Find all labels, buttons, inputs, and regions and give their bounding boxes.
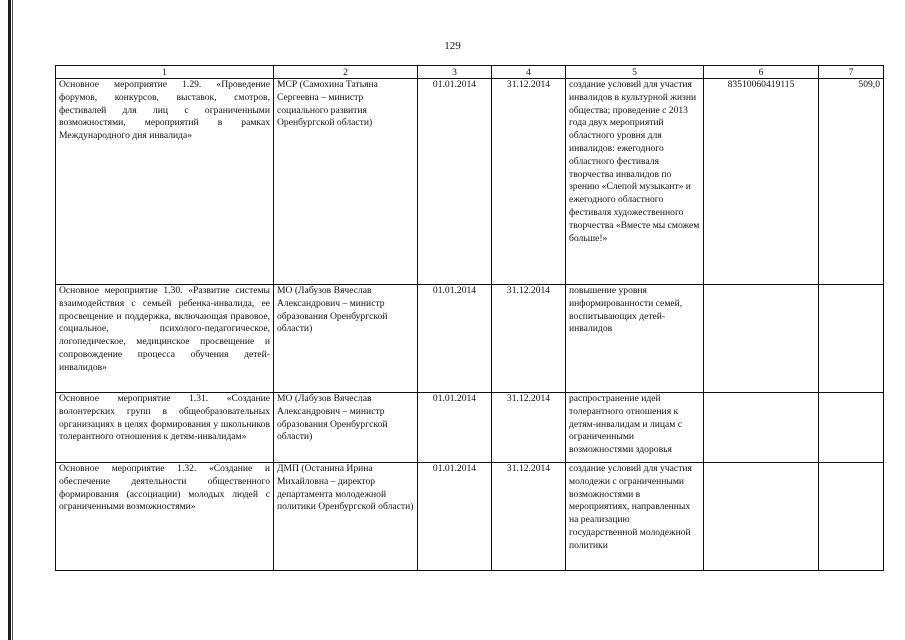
end-date-cell: 31.12.2014 — [492, 285, 566, 393]
amount-cell — [819, 393, 884, 463]
executor-cell: МСР (Самохина Татьяна Сергеевна – министр социального развития Оренбургской области) — [274, 79, 418, 285]
expected-result-cell: повышение уровня информированности семей, воспитывающих детей-инвалидов — [566, 285, 704, 393]
expected-result-cell: распространение идей толерантного отношения к детям-инвалидам и лицам с ограниченными возможностями здоровья — [566, 393, 704, 463]
column-header-4: 4 — [492, 66, 566, 79]
header-row — [56, 66, 884, 79]
start-date-cell: 01.01.2014 — [418, 285, 492, 393]
amount-cell — [819, 285, 884, 393]
start-date-cell: 01.01.2014 — [418, 393, 492, 463]
end-date-cell: 31.12.2014 — [492, 79, 566, 285]
event-name-cell: Основное мероприятие 1.31. «Создание волонтерских групп в общеобразовательных организациях в целях формирования у школьников толерантного отношения к детям-инвалидам» — [56, 393, 274, 463]
budget-code-cell — [704, 463, 819, 571]
column-header-5: 5 — [566, 66, 704, 79]
program-events-table — [55, 65, 884, 571]
table-row — [56, 285, 884, 393]
column-header-1: 1 — [56, 66, 274, 79]
budget-code-cell — [704, 393, 819, 463]
budget-code-cell: 83510060419115 — [704, 79, 819, 285]
event-name-cell: Основное мероприятие 1.30. «Развитие системы взаимодействия с семьей ребенка-инвалида, ее просвещение и поддержка, включающая правовое, социальное, психолого-педагогическое, логопедическое, медицинское просвещение и сопровождение процесса обучения детей-инвалидов» — [56, 285, 274, 393]
end-date-cell: 31.12.2014 — [492, 463, 566, 571]
executor-cell: МО (Лабузов Вячеслав Александрович – министр образования Оренбургской области) — [274, 393, 418, 463]
column-header-2: 2 — [274, 66, 418, 79]
table-row — [56, 393, 884, 463]
executor-cell: ДМП (Останина Ирина Михайловна – директор департамента молодежной политики Оренбургской области) — [274, 463, 418, 571]
amount-cell — [819, 463, 884, 571]
column-header-6: 6 — [704, 66, 819, 79]
table-row — [56, 463, 884, 571]
start-date-cell: 01.01.2014 — [418, 463, 492, 571]
page-number: 129 — [444, 40, 461, 52]
amount-cell: 509,0 — [819, 79, 884, 285]
column-header-7: 7 — [819, 66, 884, 79]
expected-result-cell: создание условий для участия инвалидов в культурной жизни общества; проведение с 2013 года двух мероприятий областного уровня для инвалидов: ежегодного областного фестиваля творчества инвалидов по зрению «Слепой музыкант» и ежегодного областного фестиваля художественного творчества «Вместе мы сможем больше!» — [566, 79, 704, 285]
event-name-cell: Основное мероприятие 1.32. «Создание и обеспечение деятельности общественного формирования (ассоциации) молодых людей с ограниченными возможностями» — [56, 463, 274, 571]
budget-code-cell — [704, 285, 819, 393]
column-header-3: 3 — [418, 66, 492, 79]
end-date-cell: 31.12.2014 — [492, 393, 566, 463]
page-binding-edge-inner — [12, 0, 13, 640]
executor-cell: МО (Лабузов Вячеслав Александрович – министр образования Оренбургской области) — [274, 285, 418, 393]
start-date-cell: 01.01.2014 — [418, 79, 492, 285]
table-row — [56, 79, 884, 285]
expected-result-cell: создание условий для участия молодежи с ограниченными возможностями в мероприятиях, направленных на реализацию государственной молодежной политики — [566, 463, 704, 571]
event-name-cell: Основное мероприятие 1.29. «Проведение форумов, конкурсов, выставок, смотров, фестивалей для лиц с ограниченными возможностями, мероприятий в рамках Международного дня инвалида» — [56, 79, 274, 285]
page-binding-edge — [8, 0, 11, 640]
